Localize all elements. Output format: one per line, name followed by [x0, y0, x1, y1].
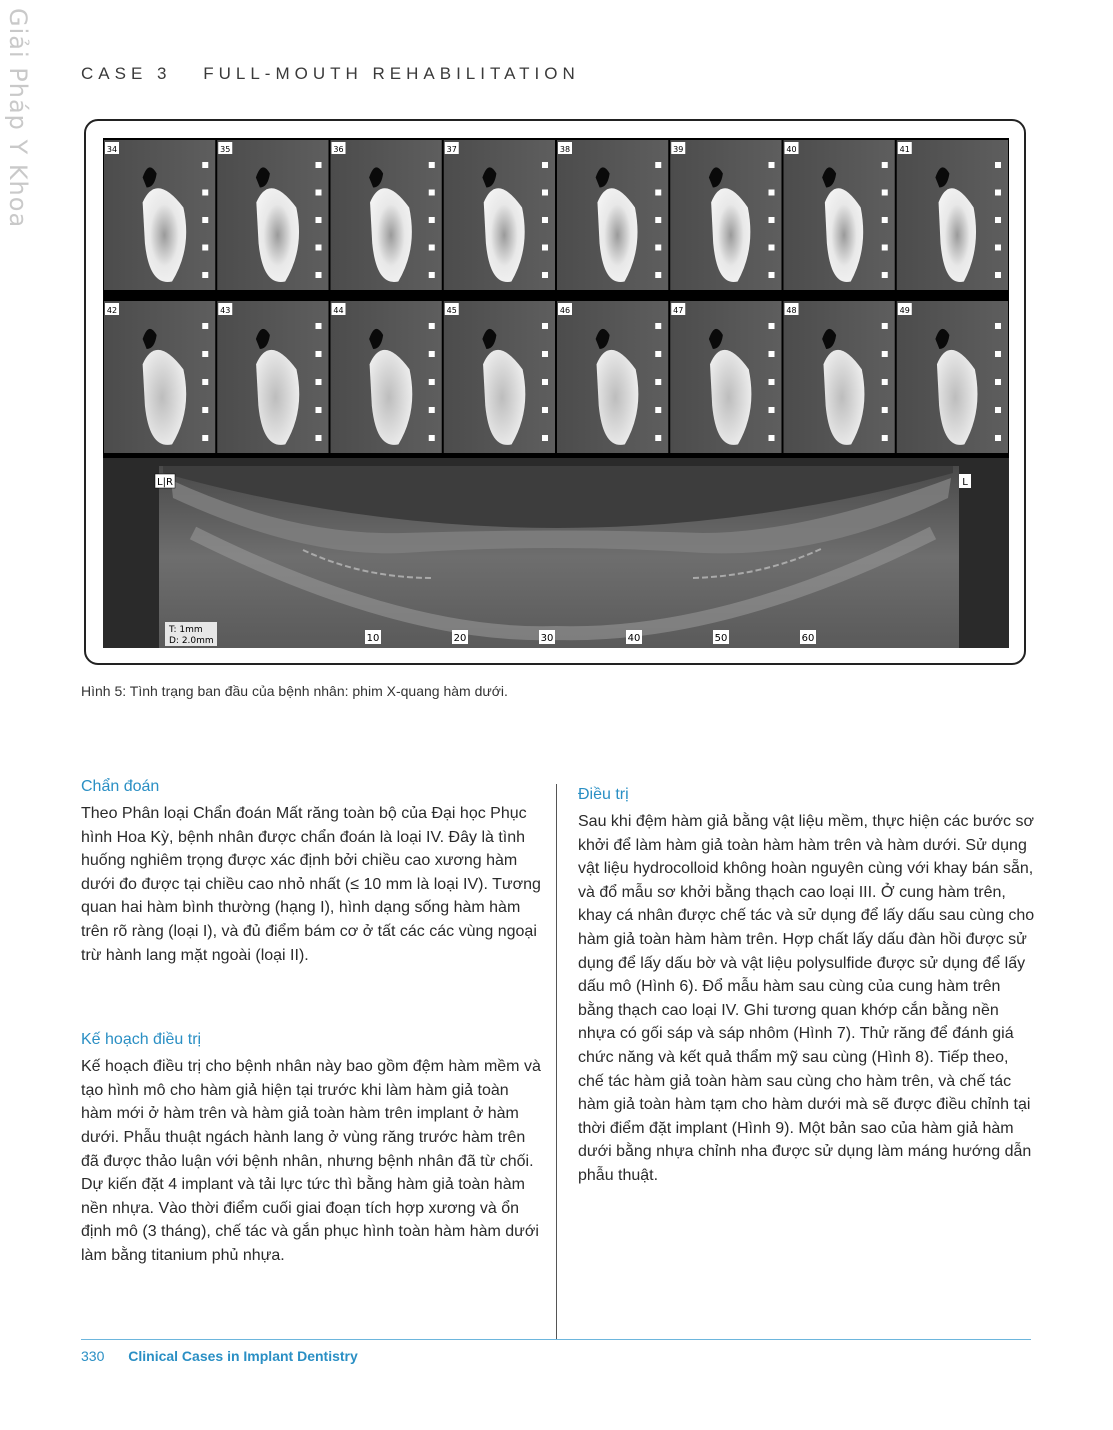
right-column — [578, 786, 1038, 1188]
cross-section-panel — [897, 140, 1008, 290]
slice-label: 36 — [333, 145, 344, 154]
heading-diagnosis: Chẩn đoán — [81, 778, 160, 795]
left-column — [81, 778, 541, 1268]
book-title: Clinical Cases in Implant Dentistry — [128, 1348, 358, 1364]
slice-label: 47 — [673, 306, 684, 315]
footer-rule — [81, 1339, 1031, 1340]
pano-scale-t: T: 1mm — [169, 625, 203, 635]
slice-label: 43 — [220, 306, 231, 315]
ruler-label: 50 — [714, 633, 728, 644]
slice-label: 40 — [786, 145, 797, 154]
cross-section-panel — [670, 301, 781, 453]
heading-treatment-plan: Kế hoạch điều trị — [81, 1031, 202, 1049]
slice-label: 44 — [333, 306, 344, 315]
ruler-label: 20 — [453, 633, 467, 644]
pano-left-marker: L|R — [157, 477, 173, 488]
slice-label: 41 — [899, 145, 910, 154]
paragraph-treatment: Sau khi đệm hàm giả bằng vật liệu mềm, thực hiện các bước sơ khởi để làm hàm giả toàn hàm hàm trên và hàm dưới. Sử dụng vật liệu hydrocolloid không hoàn nguyên cùng với khay bán sẵn, và đổ mẫu sơ khởi bằng thạch cao loại III. Ở cung hàm trên, khay cá nhân được chế tác và sử dụng để lấy dấu sau cùng cho hàm giả toàn hàm hàm trên. Hợp chất lấy dấu đàn hồi được sử dụng để lấy dấu bờ và vật liệu polysulfide được sử dụng để lấy dấu mô (Hình 6). Đổ mẫu hàm sau cùng của cung hàm trên bằng thạch cao loại IV. Ghi tương quan khớp cắn bằng nền nhựa có gối sáp và sáp nhôm (Hình 7). Thử răng để đánh giá chức năng và kết quả thẩm mỹ sau cùng (Hình 8). Tiếp theo, chế tác hàm giả toàn hàm sau cùng cho hàm trên, và chế tác hàm giả toàn hàm tạm cho hàm dưới mà sẽ được điều chỉnh tại thời điểm đặt implant (Hình 9). Một bản sao của hàm giả hàm dưới bằng nhựa chỉnh nha được sử dụng làm máng hướng dẫn phẫu thuật. — [578, 813, 1035, 1184]
cross-section-panel — [444, 301, 555, 453]
pano-scale-d: D: 2.0mm — [169, 636, 214, 646]
slice-label: 46 — [559, 306, 571, 315]
column-divider — [556, 784, 557, 1340]
figure-caption: Hình 5: Tình trạng ban đầu của bệnh nhân: phim X-quang hàm dưới. — [81, 683, 508, 699]
cross-section-row-1 — [104, 140, 1008, 290]
cross-section-panel — [217, 301, 328, 453]
cross-section-panel — [331, 140, 442, 290]
chapter-title: FULL-MOUTH REHABILITATION — [203, 64, 580, 83]
cross-section-panel — [784, 301, 895, 453]
slice-label: 38 — [559, 145, 571, 154]
ruler-label: 10 — [366, 633, 380, 644]
panoramic-view — [103, 458, 1009, 648]
ruler-label: 40 — [627, 633, 641, 644]
cross-section-panel — [444, 140, 555, 290]
cross-section-panel — [897, 301, 1008, 453]
paragraph-diagnosis: Theo Phân loại Chẩn đoán Mất răng toàn bộ của Đại học Phục hình Hoa Kỳ, bệnh nhân được chẩn đoán là loại IV. Đây là tình huống nghiêm trọng được xác định bởi chiều cao xương hàm dưới đo được tại chiều cao nhỏ nhất (≤ 10 mm là loại IV). Tương quan hai hàm bình thường (hạng I), hình dạng sống hàm hàm trên rõ ràng (loại I), và đủ điểm bám cơ ở tất các các vùng ngoại trừ hành lang mặt ngoài (loại II). — [81, 805, 541, 964]
slice-label: 37 — [446, 145, 457, 154]
cross-section-panel — [104, 301, 215, 453]
slice-label: 49 — [899, 306, 910, 315]
page-number: 330 — [81, 1348, 105, 1364]
cross-section-row-2 — [104, 301, 1008, 453]
cross-section-panel — [104, 140, 215, 290]
slice-label: 48 — [786, 306, 797, 315]
slice-label: 42 — [106, 306, 118, 315]
cross-section-panel — [784, 140, 895, 290]
case-number: CASE 3 — [81, 64, 172, 83]
cross-section-panel — [331, 301, 442, 453]
slice-label: 35 — [220, 145, 231, 154]
pano-right-marker: L — [962, 477, 968, 488]
cross-section-panel — [217, 140, 328, 290]
cross-section-panel — [557, 301, 668, 453]
ruler-label: 60 — [801, 633, 815, 644]
page-footer — [81, 1348, 358, 1364]
paragraph-treatment-plan: Kế hoạch điều trị cho bệnh nhân này bao gồm đệm hàm mềm và tạo hình mô cho hàm giả hiện tại trước khi làm hàm giả toàn hàm mới ở hàm trên và hàm giả toàn hàm trên implant ở hàm dưới. Phẫu thuật ngách hành lang ở vùng răng trước hàm trên đã được thảo luận với bệnh nhân, nhưng bệnh nhân đã từ chối. Dự kiến đặt 4 implant và tải lực tức thì bằng hàm giả toàn hàm nền nhựa. Vào thời điểm cuối giai đoạn tích hợp xương và ổn định mô (3 tháng), chế tác và gắn phục hình toàn hàm hàm dưới làm bằng titanium phủ nhựa. — [81, 1058, 541, 1264]
xray-figure — [103, 138, 1009, 648]
cross-section-panel — [557, 140, 668, 290]
slice-label: 39 — [673, 145, 684, 154]
slice-label: 45 — [446, 306, 457, 315]
ruler-label: 30 — [540, 633, 554, 644]
watermark: Giải Pháp Y Khoa — [4, 8, 32, 229]
cross-section-panel — [670, 140, 781, 290]
running-header — [81, 64, 580, 84]
heading-treatment: Điều trị — [578, 786, 629, 803]
slice-label: 34 — [106, 145, 118, 154]
